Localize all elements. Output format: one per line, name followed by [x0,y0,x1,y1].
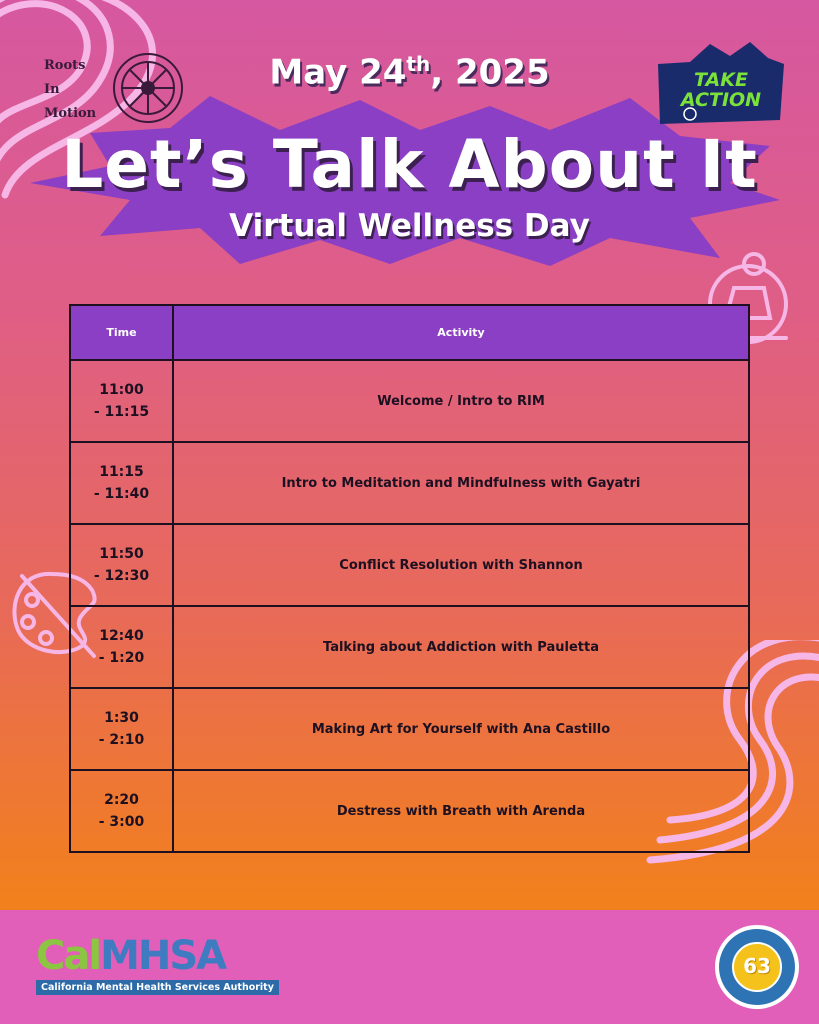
end-time: - 12:30 [93,568,150,584]
activity-cell: Talking about Addiction with Pauletta [173,606,749,688]
page-title: Let’s Talk About It [61,126,758,203]
start-time: 11:00 [99,382,144,398]
time-column-header: Time [70,305,173,360]
time-cell [70,524,173,606]
end-time: - 11:15 [93,404,150,420]
end-time: - 2:10 [98,732,145,748]
calmhsa-mhsa: MHSA [100,933,226,979]
time-cell [70,360,173,442]
end-time: - 3:00 [98,814,145,830]
table-row [70,442,749,524]
table-row [70,524,749,606]
schedule-header-row [70,305,749,360]
table-row [70,688,749,770]
table-row [70,606,749,688]
schedule-table [69,304,750,853]
start-time: 1:30 [104,710,139,726]
roots-in-motion-text: Roots In Motion [44,58,97,121]
time-cell [70,688,173,770]
start-time: 11:15 [99,464,144,480]
activity-cell: Intro to Meditation and Mindfulness with Gayatri [173,442,749,524]
date-year: , 2025 [430,52,550,93]
start-time: 2:20 [104,792,139,808]
activity-cell: Making Art for Yourself with Ana Castillo [173,688,749,770]
time-cell [70,606,173,688]
calmhsa-wordmark [36,934,279,978]
mhsa-seal [714,924,800,1010]
end-time: - 11:40 [93,486,150,502]
take-action-text: TAKE ACTION [680,69,762,111]
time-cell [70,770,173,852]
event-date [0,52,819,92]
activity-cell: Conflict Resolution with Shannon [173,524,749,606]
date-day: May 24 [269,52,407,93]
start-time: 11:50 [99,546,144,562]
time-cell [70,442,173,524]
start-time: 12:40 [99,628,144,644]
table-row [70,770,749,852]
activity-column-header: Activity [173,305,749,360]
end-time: - 1:20 [98,650,145,666]
calmhsa-logo [36,934,279,995]
calmhsa-cal: Cal [36,933,101,979]
table-row [70,360,749,442]
activity-cell: Welcome / Intro to RIM [173,360,749,442]
calmhsa-tagline: California Mental Health Services Authority [36,980,279,995]
date-ordinal: th [406,52,431,76]
activity-cell: Destress with Breath with Arenda [173,770,749,852]
page-subtitle: Virtual Wellness Day [229,208,590,244]
mhsa-seal-number: 63 [743,954,771,978]
